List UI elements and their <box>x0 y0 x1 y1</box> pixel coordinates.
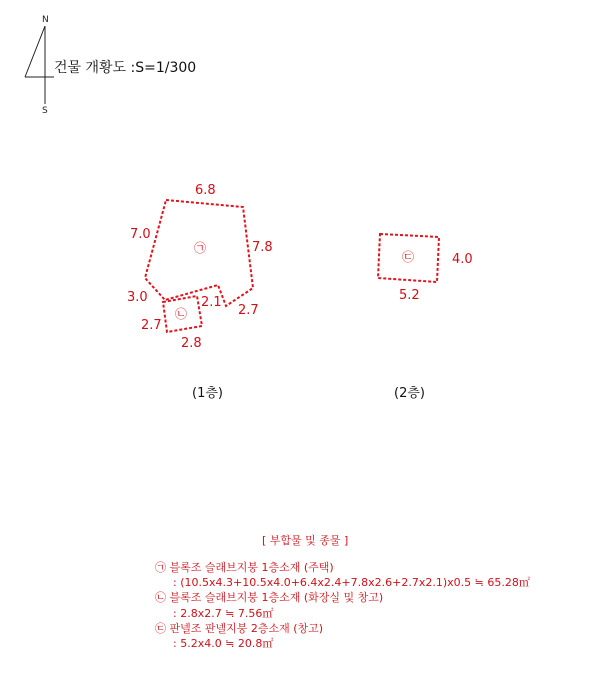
north-label: N <box>42 15 49 25</box>
dim-small-left: 2.7 <box>141 318 162 333</box>
drawing-title: 건물 개황도 :S=1/300 <box>54 60 197 76</box>
dim-second-bottom: 5.2 <box>399 288 420 303</box>
annex-building-marker: ㉡ <box>175 307 188 321</box>
legend-title: [ 부합물 및 종물 ] <box>262 534 349 547</box>
dim-main-top: 6.8 <box>195 183 216 198</box>
dim-small-bottom: 2.8 <box>181 336 202 351</box>
dim-second-right: 4.0 <box>452 252 473 267</box>
legend-item-main-detail: : (10.5x4.3+10.5x4.0+6.4x2.4+7.8x2.6+2.7x2.1)x0.5 ≒ 65.28㎡ <box>173 576 530 590</box>
second-floor-label: (2층) <box>394 386 425 401</box>
north-arrow-icon <box>25 26 54 104</box>
legend-item-main-label: ㉠ 블록조 슬래브지붕 1층소재 (주택) <box>155 561 334 574</box>
main-building-marker: ㉠ <box>194 241 207 255</box>
south-label: S <box>42 106 48 116</box>
legend-item-second-label: ㉢ 판넬조 판넬지붕 2층소재 (창고) <box>155 621 324 635</box>
dim-main-lower-left: 3.0 <box>127 290 148 305</box>
dim-main-right: 7.8 <box>252 240 273 255</box>
legend-item-annex-detail: : 2.8x2.7 ≒ 7.56㎡ <box>173 606 274 620</box>
dim-main-left: 7.0 <box>130 227 151 242</box>
first-floor-label: (1층) <box>192 386 223 401</box>
legend-item-second-detail: : 5.2x4.0 ≒ 20.8㎡ <box>173 637 274 651</box>
dim-annex-inner: 2.1 <box>201 295 222 310</box>
legend-item-annex-label: ㉡ 블록조 슬래브지붕 1층소재 (화장실 및 창고) <box>155 591 384 605</box>
dim-annex-right: 2.7 <box>238 303 259 318</box>
legend-list <box>155 560 530 651</box>
second-floor-marker: ㉢ <box>402 250 415 264</box>
